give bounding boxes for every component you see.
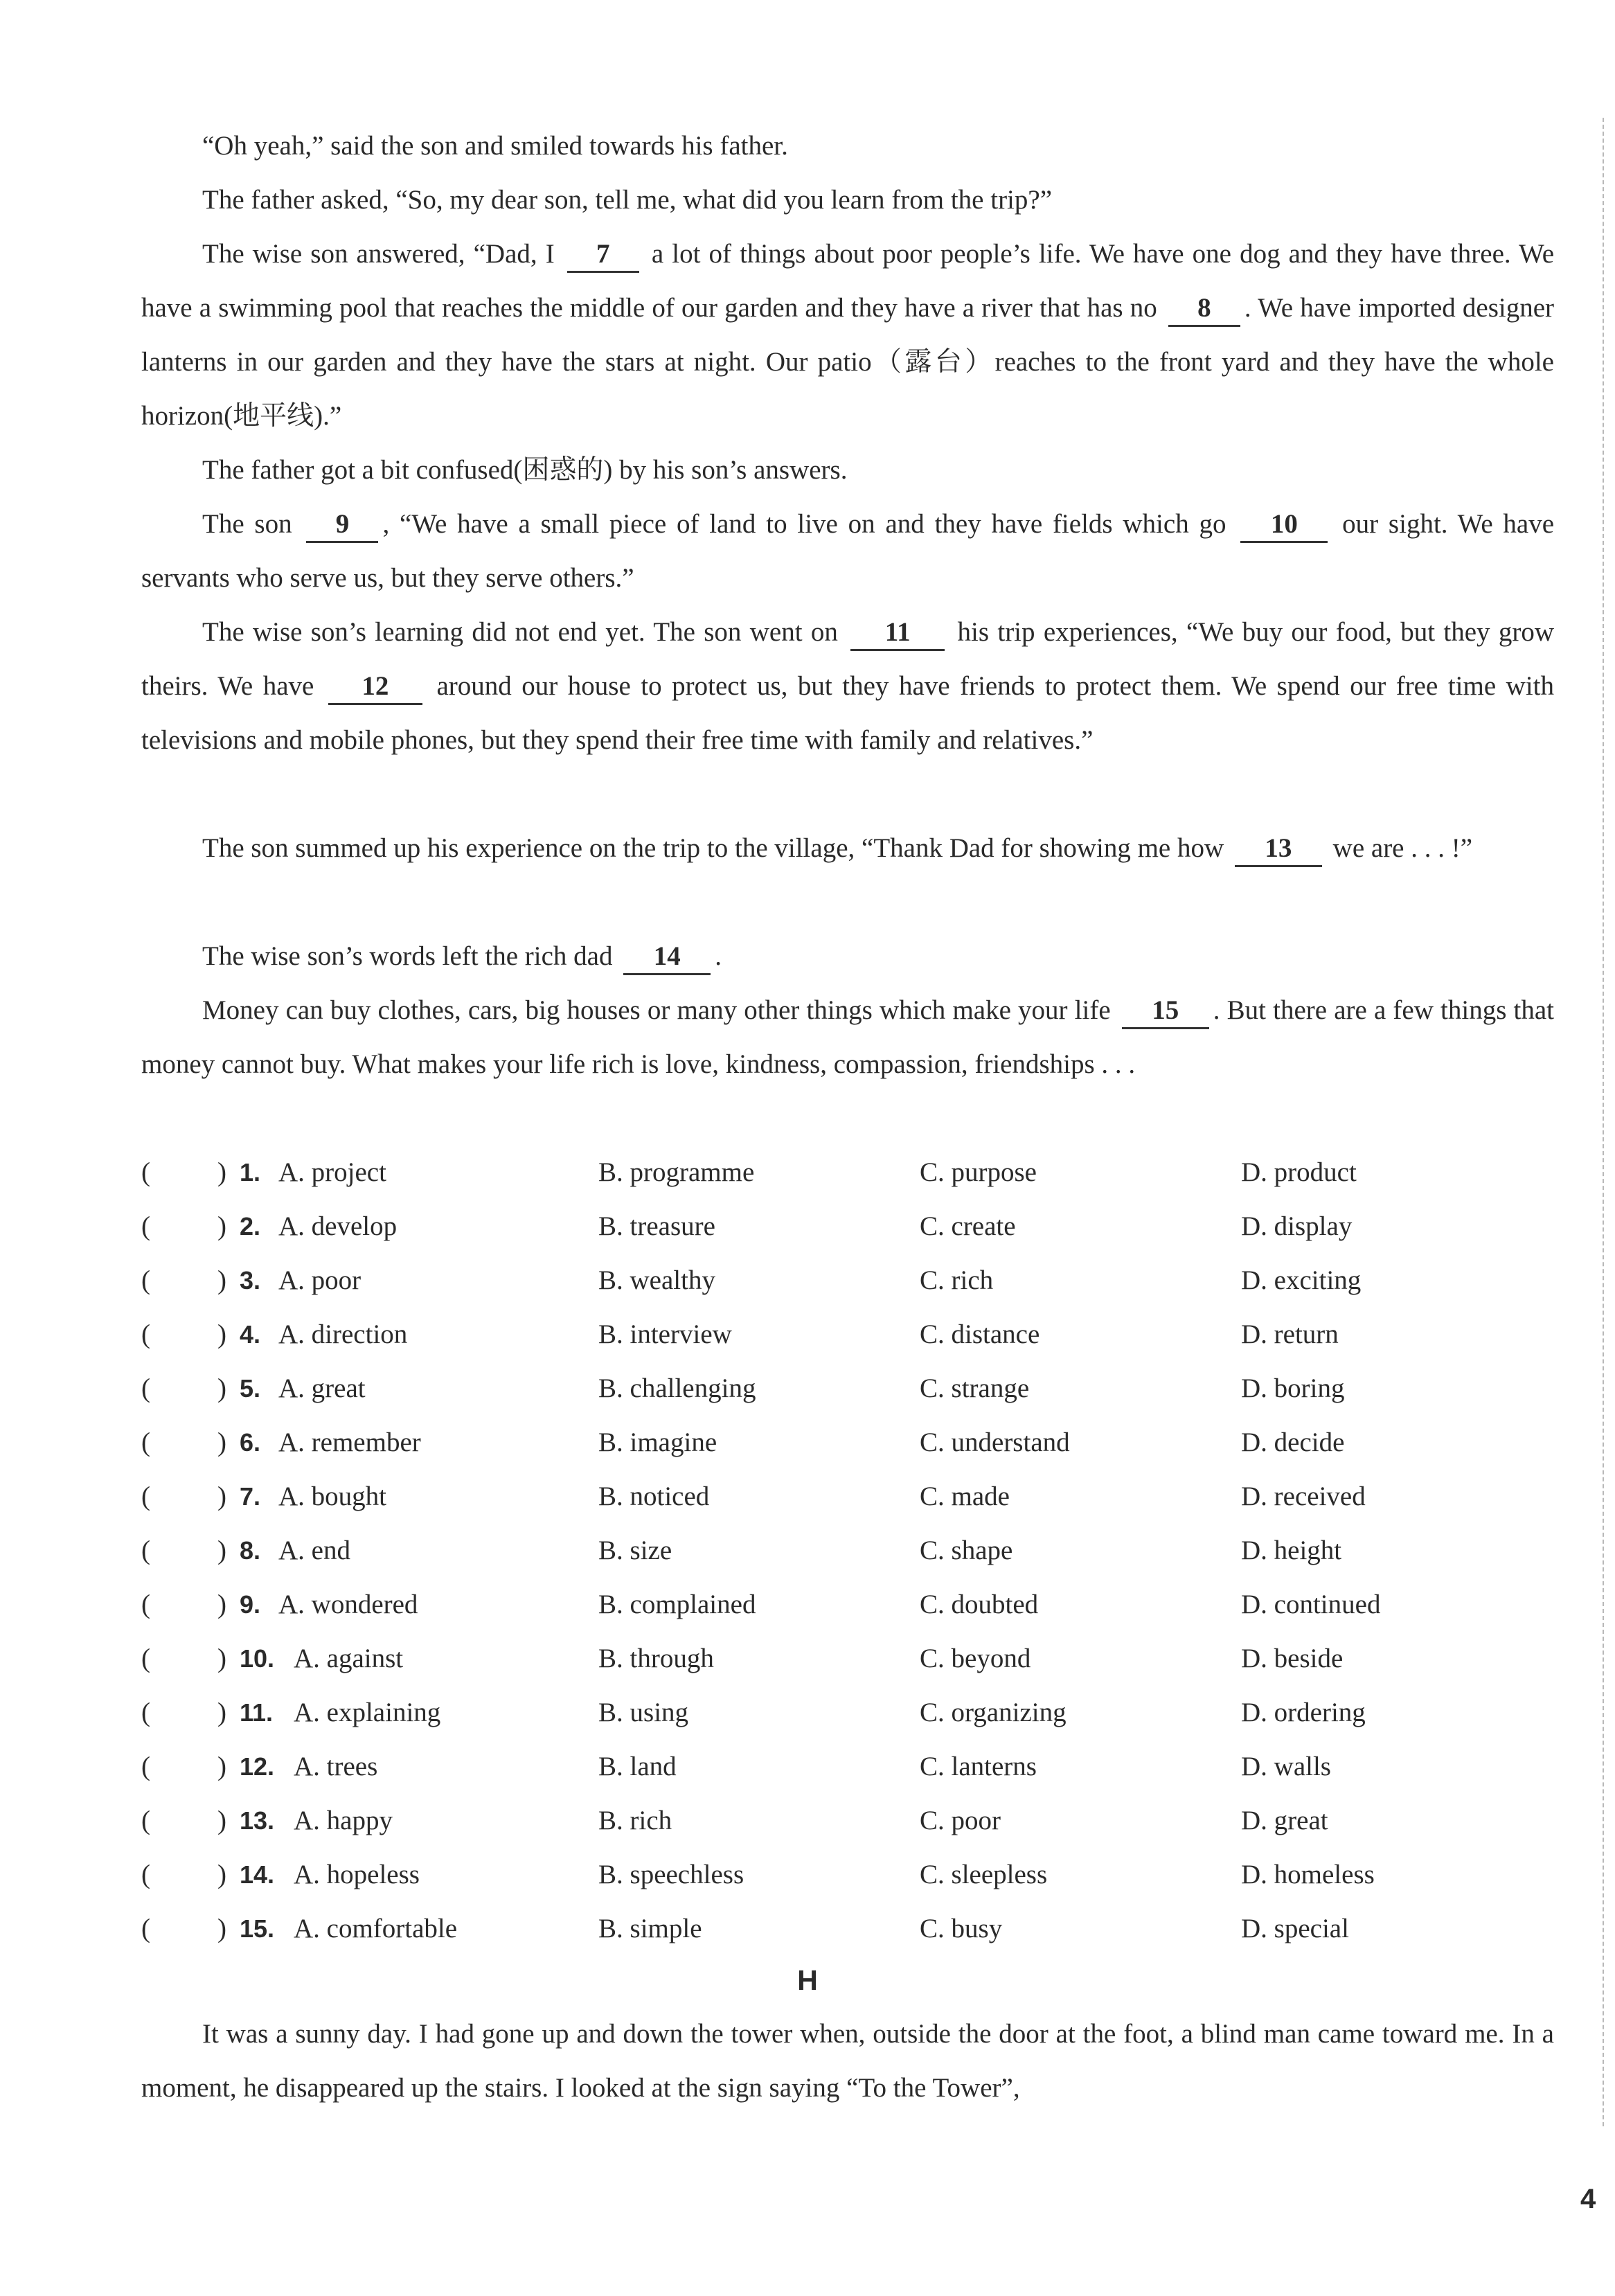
answer-paren-close: ) xyxy=(217,1319,226,1349)
option-c: C. sleepless xyxy=(920,1860,1048,1889)
option-c: C. made xyxy=(920,1481,1010,1511)
question-row-3 xyxy=(141,1254,1568,1308)
question-number: 4. xyxy=(240,1320,261,1349)
question-row-11 xyxy=(141,1686,1568,1740)
question-row-2 xyxy=(141,1200,1568,1254)
answer-paren-close: ) xyxy=(217,1536,226,1565)
option-a: A. trees xyxy=(294,1752,378,1781)
paragraph-6 xyxy=(141,605,1554,767)
paragraph-text: . We have imported designer lanterns in our garden and they have the stars at night. Our patio（露台）reaches to the front yard and they have the whole horizon(地平线).” xyxy=(141,293,1555,431)
option-a: A. happy xyxy=(294,1806,393,1835)
paragraph-text: a lot of things about poor people’s life. We have one dog and they have three. We have a swimming pool that reaches the middle of our garden and they have a river that has no xyxy=(141,239,1555,323)
question-row-14 xyxy=(141,1848,1568,1902)
question-row-15 xyxy=(141,1902,1568,1956)
question-number: 7. xyxy=(240,1482,261,1511)
option-b: B. interview xyxy=(598,1319,732,1349)
answer-paren-close: ) xyxy=(217,1265,226,1295)
paragraph-text: The son summed up his experience on the trip to the village, “Thank Dad for showing me how xyxy=(202,833,1224,863)
option-c: C. distance xyxy=(920,1319,1040,1349)
paragraph-text: The father got a bit confused(困惑的) by his son’s answers. xyxy=(202,455,848,485)
answer-paren-open: ( xyxy=(141,1536,150,1565)
option-d: D. ordering xyxy=(1241,1698,1366,1727)
answer-paren-close: ) xyxy=(217,1644,226,1673)
answer-paren-open: ( xyxy=(141,1644,150,1673)
answer-paren-open: ( xyxy=(141,1752,150,1781)
paragraph-text: The son xyxy=(202,509,292,539)
blank-12: 12 xyxy=(328,670,422,705)
option-b: B. size xyxy=(598,1536,672,1565)
option-d: D. boring xyxy=(1241,1373,1345,1403)
answer-paren-open: ( xyxy=(141,1481,150,1511)
option-a: A. remember xyxy=(278,1427,421,1457)
question-number: 6. xyxy=(240,1428,261,1457)
question-row-13 xyxy=(141,1794,1568,1848)
question-row-5 xyxy=(141,1362,1568,1416)
blank-11: 11 xyxy=(850,616,945,651)
answer-paren-close: ) xyxy=(217,1806,226,1835)
question-row-10 xyxy=(141,1632,1568,1686)
option-b: B. rich xyxy=(598,1806,672,1835)
answer-paren-close: ) xyxy=(217,1373,226,1403)
answer-paren-close: ) xyxy=(217,1211,226,1241)
question-row-4 xyxy=(141,1308,1568,1362)
question-row-1 xyxy=(141,1146,1568,1200)
option-b: B. challenging xyxy=(598,1373,756,1403)
option-a: A. great xyxy=(278,1373,366,1403)
option-a: A. bought xyxy=(278,1481,386,1511)
answer-paren-open: ( xyxy=(141,1427,150,1457)
paragraph-text: . But there are a few things that money cannot buy. What makes your life rich is love, kindness, compassion, friendships . . . xyxy=(141,995,1555,1079)
paragraph-text: our sight. We have servants who serve us, but they serve others.” xyxy=(141,509,1555,593)
blank-9: 9 xyxy=(306,508,378,543)
page-number: 4 xyxy=(1580,2184,1596,2214)
answer-paren-open: ( xyxy=(141,1265,150,1295)
blank-14: 14 xyxy=(623,940,711,975)
option-a: A. end xyxy=(278,1536,350,1565)
paragraph-text: “Oh yeah,” said the son and smiled towards his father. xyxy=(202,131,788,161)
paragraph-5 xyxy=(141,497,1554,605)
paragraph-7 xyxy=(141,821,1554,875)
paragraph-1 xyxy=(141,119,1554,173)
option-d: D. received xyxy=(1241,1481,1366,1511)
option-c: C. strange xyxy=(920,1373,1030,1403)
option-d: D. exciting xyxy=(1241,1265,1362,1295)
option-d: D. product xyxy=(1241,1157,1357,1187)
option-d: D. special xyxy=(1241,1914,1349,1943)
option-c: C. purpose xyxy=(920,1157,1037,1187)
answer-paren-close: ) xyxy=(217,1698,226,1727)
option-c: C. doubted xyxy=(920,1590,1039,1619)
paragraph-text: , “We have a small piece of land to live on and they have fields which go xyxy=(382,509,1226,539)
question-number: 10. xyxy=(240,1644,275,1673)
answer-paren-close: ) xyxy=(217,1752,226,1781)
margin-dashed-rule xyxy=(1603,118,1604,2126)
option-b: B. speechless xyxy=(598,1860,744,1889)
option-c: C. organizing xyxy=(920,1698,1067,1727)
option-b: B. complained xyxy=(598,1590,756,1619)
option-d: D. homeless xyxy=(1241,1860,1375,1889)
option-d: D. continued xyxy=(1241,1590,1381,1619)
answer-paren-open: ( xyxy=(141,1860,150,1889)
option-a: A. against xyxy=(294,1644,404,1673)
paragraph-8 xyxy=(141,929,1554,984)
option-c: C. understand xyxy=(920,1427,1070,1457)
answer-paren-close: ) xyxy=(217,1590,226,1619)
paragraph-text: Money can buy clothes, cars, big houses or many other things which make your life xyxy=(202,995,1111,1025)
paragraph-text: . xyxy=(715,941,722,971)
section-h-paragraph xyxy=(141,2007,1554,2115)
blank-13: 13 xyxy=(1235,832,1322,867)
answer-paren-close: ) xyxy=(217,1427,226,1457)
section-title: H xyxy=(797,1964,818,1996)
paragraph-text: his trip experiences, “We buy our food, but they grow theirs. We have xyxy=(141,617,1555,701)
answer-paren-close: ) xyxy=(217,1860,226,1889)
answer-paren-close: ) xyxy=(217,1914,226,1943)
option-a: A. hopeless xyxy=(294,1860,420,1889)
answer-paren-open: ( xyxy=(141,1373,150,1403)
blank-10: 10 xyxy=(1240,508,1328,543)
answer-paren-open: ( xyxy=(141,1211,150,1241)
paragraph-text: The wise son’s learning did not end yet. The son went on xyxy=(202,617,838,647)
option-d: D. decide xyxy=(1241,1427,1345,1457)
paragraph-3 xyxy=(141,227,1554,443)
option-b: B. using xyxy=(598,1698,689,1727)
option-c: C. rich xyxy=(920,1265,994,1295)
option-d: D. walls xyxy=(1241,1752,1331,1781)
answer-paren-open: ( xyxy=(141,1590,150,1619)
option-b: B. noticed xyxy=(598,1481,710,1511)
question-number: 11. xyxy=(240,1698,274,1727)
option-b: B. land xyxy=(598,1752,677,1781)
question-number: 5. xyxy=(240,1374,261,1403)
question-row-6 xyxy=(141,1416,1568,1470)
question-number: 15. xyxy=(240,1914,275,1943)
answer-paren-close: ) xyxy=(217,1157,226,1187)
paragraph-4 xyxy=(141,443,1554,497)
paragraph-text: we are . . . !” xyxy=(1332,833,1473,863)
option-a: A. comfortable xyxy=(294,1914,458,1943)
paragraph-text: The wise son’s words left the rich dad xyxy=(202,941,613,971)
question-number: 2. xyxy=(240,1212,261,1240)
blank-15: 15 xyxy=(1122,994,1209,1029)
option-a: A. poor xyxy=(278,1265,362,1295)
answer-paren-open: ( xyxy=(141,1806,150,1835)
paragraph-text: The wise son answered, “Dad, I xyxy=(202,239,555,269)
question-number: 8. xyxy=(240,1536,261,1565)
blank-7: 7 xyxy=(567,238,639,273)
answer-paren-open: ( xyxy=(141,1698,150,1727)
answer-paren-open: ( xyxy=(141,1319,150,1349)
question-number: 3. xyxy=(240,1266,261,1294)
blank-8: 8 xyxy=(1168,292,1240,327)
option-a: A. wondered xyxy=(278,1590,418,1619)
question-number: 12. xyxy=(240,1752,275,1781)
paragraph-9 xyxy=(141,984,1554,1092)
option-a: A. direction xyxy=(278,1319,408,1349)
option-a: A. project xyxy=(278,1157,386,1187)
option-d: D. beside xyxy=(1241,1644,1344,1673)
answer-paren-open: ( xyxy=(141,1157,150,1187)
option-b: B. simple xyxy=(598,1914,702,1943)
answer-paren-open: ( xyxy=(141,1914,150,1943)
option-c: C. busy xyxy=(920,1914,1003,1943)
question-number: 1. xyxy=(240,1158,261,1186)
option-c: C. create xyxy=(920,1211,1016,1241)
option-c: C. shape xyxy=(920,1536,1013,1565)
option-b: B. through xyxy=(598,1644,714,1673)
question-row-8 xyxy=(141,1524,1568,1578)
paragraph-2 xyxy=(141,173,1554,227)
option-c: C. lanterns xyxy=(920,1752,1037,1781)
option-a: A. develop xyxy=(278,1211,398,1241)
option-d: D. height xyxy=(1241,1536,1342,1565)
option-d: D. great xyxy=(1241,1806,1328,1835)
option-d: D. return xyxy=(1241,1319,1339,1349)
option-b: B. wealthy xyxy=(598,1265,715,1295)
option-b: B. treasure xyxy=(598,1211,715,1241)
option-d: D. display xyxy=(1241,1211,1353,1241)
option-b: B. programme xyxy=(598,1157,755,1187)
option-c: C. poor xyxy=(920,1806,1001,1835)
question-row-7 xyxy=(141,1470,1568,1524)
question-number: 14. xyxy=(240,1860,275,1889)
question-number: 13. xyxy=(240,1806,275,1835)
option-a: A. explaining xyxy=(294,1698,441,1727)
answer-paren-close: ) xyxy=(217,1481,226,1511)
option-c: C. beyond xyxy=(920,1644,1031,1673)
option-b: B. imagine xyxy=(598,1427,717,1457)
question-row-12 xyxy=(141,1740,1568,1794)
paragraph-text: It was a sunny day. I had gone up and down the tower when, outside the door at the foot, a blind man came toward me. In a moment, he disappeared up the stairs. I looked at the sign saying “To the Tower”, xyxy=(141,2019,1554,2103)
paragraph-text: around our house to protect us, but they have friends to protect them. We spend our free time with televisions and mobile phones, but they spend their free time with family and relatives.” xyxy=(141,671,1555,755)
paragraph-text: The father asked, “So, my dear son, tell me, what did you learn from the trip?” xyxy=(202,185,1053,215)
question-number: 9. xyxy=(240,1590,261,1619)
question-options-list xyxy=(141,1146,1568,1956)
question-row-9 xyxy=(141,1578,1568,1632)
